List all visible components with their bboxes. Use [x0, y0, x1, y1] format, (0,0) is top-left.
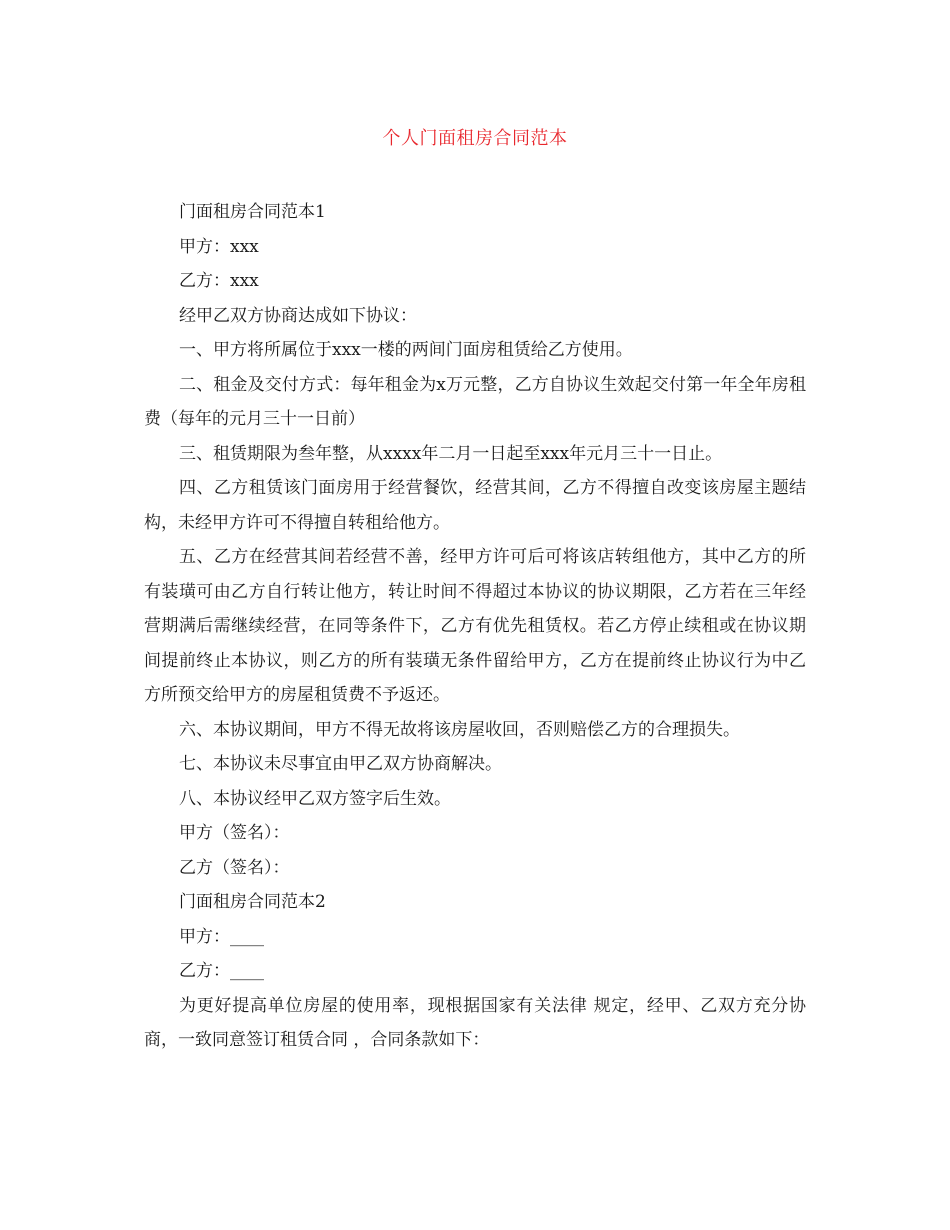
party-b-blank: 乙方：____	[179, 961, 264, 981]
party-a-line: 甲方：xxx	[179, 236, 259, 257]
party-b-line: 乙方：xxx	[179, 271, 259, 291]
clause-1: 一、甲方将所属位于xxx一楼的两间门面房租赁给乙方使用。	[179, 340, 633, 360]
clause-2: 二、租金及交付方式：每年租金为x万元整，乙方自协议生效起交付第一年全年房租费（每年的元月三十一日前）	[144, 374, 806, 429]
party-a-signature: 甲方（签名）：	[179, 823, 290, 843]
document-body	[144, 195, 806, 1058]
clause-6: 六、本协议期间，甲方不得无故将该房屋收回，否则赔偿乙方的合理损失。	[179, 719, 740, 740]
agreement-intro: 经甲乙双方协商达成如下协议：	[179, 305, 417, 326]
clause-5: 五、乙方在经营其间若经营不善，经甲方许可后可将该店转组他方，其中乙方的所有装璜可由乙方自行转让他方，转让时间不得超过本协议的协议期限，乙方若在三年经营期满后需继续经营，在同等条件下，乙方有优先租赁权。若乙方停止续租或在协议期间提前终止本协议，则乙方的所有装璜无条件留给甲方，乙方在提前终止协议行为中乙方所预交给甲方的房屋租赁费不予返还。	[144, 547, 806, 705]
clause-4: 四、乙方租赁该门面房用于经营餐饮，经营其间，乙方不得擅自改变该房屋主题结构，未经甲方许可不得擅自转租给他方。	[144, 478, 806, 533]
document-title: 个人门面租房合同范本	[382, 128, 568, 149]
section-heading-2: 门面租房合同范本2	[179, 892, 326, 912]
contract-intro: 为更好提高单位房屋的使用率，现根据国家有关法律 规定，经甲、乙双方充分协商，一致同意签订租赁合同 ，合同条款如下：	[144, 995, 806, 1050]
party-b-signature: 乙方（签名）：	[179, 857, 290, 878]
section-heading: 门面租房合同范本1	[179, 202, 326, 222]
clause-8: 八、本协议经甲乙双方签字后生效。	[179, 788, 451, 809]
clause-7: 七、本协议未尽事宜由甲乙双方协商解决。	[179, 754, 502, 774]
clause-3: 三、租赁期限为叁年整，从xxxx年二月一日起至xxx年元月三十一日止。	[179, 443, 723, 464]
party-a-blank: 甲方：____	[179, 926, 264, 947]
